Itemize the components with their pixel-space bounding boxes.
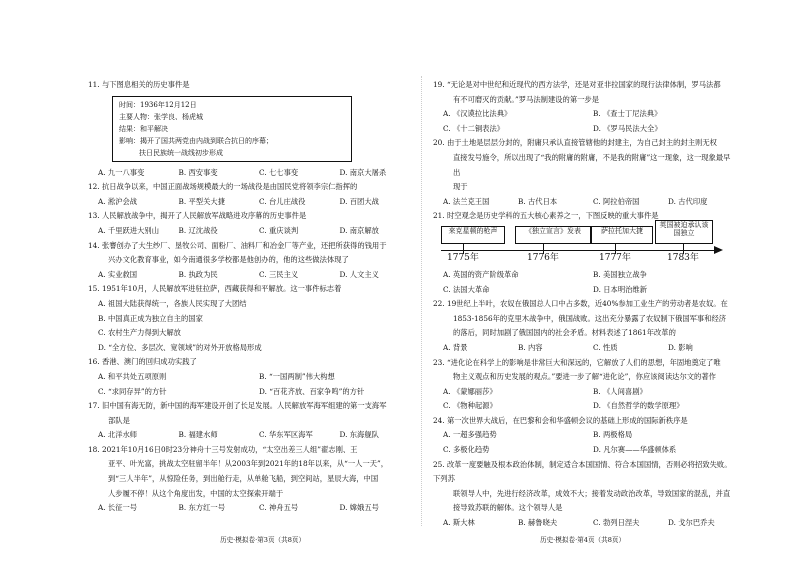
- option-a[interactable]: A. 法兰克王国: [443, 196, 490, 206]
- option-a[interactable]: A. 千里跃进大别山: [98, 225, 159, 235]
- options: [433, 516, 733, 531]
- question-stem: 张謇创办了大生纱厂、垦牧公司、面粉厂、油料厂和冶金厂等产业，还把所获得的钱用于: [101, 240, 387, 250]
- option-d[interactable]: D. 古代印度: [668, 196, 708, 206]
- question-number: 19.: [433, 80, 445, 89]
- question-24: [433, 414, 733, 458]
- options: [88, 224, 410, 239]
- info-line: 主要人物：张学良、杨虎城: [119, 112, 203, 121]
- option-c[interactable]: C. 农村生产力得到大解放: [98, 328, 181, 338]
- options: [88, 297, 410, 355]
- question-number: 25.: [433, 459, 445, 469]
- question-number: 14.: [88, 240, 100, 250]
- right-page: [433, 78, 733, 531]
- question-stem-cont: 的落后，同时加剧了俄国国内的社会矛盾。材料表述了1861年改革的: [453, 328, 676, 338]
- question-stem: 旧中国有海无防，新中国的海军建设开创了长足发展。人民解放军海军组建的第一支海军: [101, 401, 387, 411]
- option-d[interactable]: D. 《罗马民法大全》: [593, 123, 662, 133]
- page-footer-right: 历史·模拟卷·第4页（共8页）: [540, 536, 626, 544]
- option-c[interactable]: C. 《物种起源》: [443, 401, 497, 411]
- timeline-year: 1776年: [527, 252, 559, 263]
- option-d[interactable]: D. 嫦娥五号: [339, 503, 379, 513]
- option-b[interactable]: B. 两极格局: [593, 430, 633, 440]
- option-b[interactable]: B. 东方红一号: [178, 503, 225, 513]
- option-a[interactable]: A. 一超多强趋势: [443, 430, 497, 440]
- option-d[interactable]: D. “全方位、多层次、宽领域”的对外开放格局形成: [98, 342, 262, 352]
- question-stem: “无论是对中世纪和近现代的西方法学，还是对亚非拉国家的现行法律体制，罗马法都: [446, 80, 721, 89]
- question-20: [433, 136, 733, 209]
- option-c[interactable]: C. 台儿庄战役: [259, 196, 306, 206]
- info-line: 扶日民族统一战线初步形成: [139, 148, 223, 157]
- page-fold-divider: [421, 76, 423, 526]
- option-b[interactable]: B. 平型关大捷: [178, 196, 225, 206]
- option-d[interactable]: D. 人文主义: [339, 269, 379, 279]
- option-d[interactable]: D. 南京解放: [339, 225, 379, 235]
- question-17: [88, 399, 410, 443]
- option-d[interactable]: D. 戈尔巴乔夫: [668, 518, 715, 528]
- option-a[interactable]: A. 北洋水师: [98, 430, 138, 440]
- option-d[interactable]: D. 日本明治维新: [593, 284, 648, 294]
- question-21: [433, 209, 733, 297]
- option-d[interactable]: D. 南京大屠杀: [339, 167, 387, 177]
- question-13: [88, 209, 410, 238]
- question-stem-cont: 兴办文化教育事业，如今南通很多学校都是他创办的，他的这些做法体现了: [108, 255, 349, 265]
- options: [433, 195, 733, 210]
- option-b[interactable]: B. 赫鲁晓夫: [518, 518, 558, 528]
- timeline-event: 来克星顿的枪声: [441, 226, 505, 244]
- question-stem-cont: 到“三人半年”，从惊险任务，到出舱行走，从单舱飞船，到空间站，星辰大海，中国: [108, 474, 379, 484]
- option-b[interactable]: B. 辽沈战役: [178, 225, 218, 235]
- question-11: [88, 78, 410, 180]
- question-stem: 2021年10月16日0时23分神舟十三号发射成功，“太空出差三人组”翟志刚、王: [101, 444, 358, 454]
- question-19: [433, 78, 733, 136]
- option-a[interactable]: A. 九一八事变: [98, 167, 145, 177]
- option-c[interactable]: C. 三民主义: [259, 269, 299, 279]
- question-15: [88, 282, 410, 355]
- option-c[interactable]: C. 法国大革命: [443, 284, 490, 294]
- question-16: [88, 355, 410, 399]
- option-c[interactable]: C. 性质: [593, 342, 618, 352]
- timeline-year: 1783年: [667, 252, 699, 263]
- option-c[interactable]: C. 多极化趋势: [443, 445, 490, 455]
- options: [88, 268, 410, 283]
- option-d[interactable]: D. 《自然哲学的数学原理》: [593, 401, 684, 411]
- options: [433, 341, 733, 356]
- option-d[interactable]: D. 东海舰队: [339, 430, 379, 440]
- info-line: 时间：1936年12月12日: [119, 100, 197, 109]
- option-b[interactable]: B. 美国独立战争: [593, 269, 647, 279]
- question-12: [88, 180, 410, 209]
- question-stem-cont: 亚平、叶光富，挑战太空驻留半年！从2003年到2021年的18年以来，从“一人一天”，: [108, 459, 389, 469]
- question-stem-cont: 接导致苏联的解体。这个领导人是: [453, 503, 563, 513]
- question-stem-cont: 物主义观点和历史发展的观点。”要进一步了解“进化论”，你应该阅读达尔文的著作: [453, 372, 716, 382]
- option-c[interactable]: C. 勃列日涅夫: [593, 518, 640, 528]
- options: [88, 428, 410, 443]
- question-stem-cont: 直接发号施令，所以出现了“我的附庸的附庸，不是我的附庸”这一现象，这一现象最早出: [453, 152, 731, 177]
- options: [88, 166, 410, 181]
- option-c[interactable]: C. 华东军区海军: [259, 430, 313, 440]
- options: [88, 370, 410, 399]
- question-18: [88, 443, 410, 516]
- options: [433, 385, 733, 414]
- timeline-event: 英国被迫承认该国独立: [655, 220, 713, 244]
- option-a[interactable]: A. 祖国大陆获得统一，各族人民实现了大团结: [98, 298, 247, 308]
- options: [433, 428, 733, 457]
- timeline-event: 萨拉托加大捷: [591, 226, 653, 244]
- question-number: 16.: [88, 357, 100, 367]
- option-b[interactable]: B. “一国两制”伟大构想: [259, 371, 335, 381]
- option-d[interactable]: D. “百花齐放、百家争鸣”的方针: [259, 386, 365, 396]
- option-b[interactable]: B. 古代日本: [518, 196, 558, 206]
- timeline-arrow-icon: [714, 246, 723, 254]
- options: [88, 501, 410, 516]
- timeline-event: 《独立宣言》发表: [515, 226, 591, 244]
- question-14: [88, 239, 410, 283]
- option-c[interactable]: C. 七七事变: [259, 167, 299, 177]
- question-stem: 第一次世界大战后，在巴黎和会和华盛顿会议的基础上形成的国际新秩序是: [446, 415, 688, 425]
- option-a[interactable]: A. 背景: [443, 342, 468, 352]
- options: [433, 268, 733, 297]
- question-number: 17.: [88, 401, 100, 411]
- info-line: 结果：和平解决: [119, 124, 168, 133]
- option-b[interactable]: B. 《查士丁尼法典》: [593, 109, 662, 119]
- info-line: 影响：揭开了国共两党由内战到联合抗日的序幕；: [119, 136, 273, 145]
- question-number: 22.: [433, 299, 445, 309]
- option-d[interactable]: D. 百团大战: [339, 196, 379, 206]
- option-c[interactable]: C. 《十二铜表法》: [443, 123, 505, 133]
- option-d[interactable]: D. 影响: [668, 342, 693, 352]
- timeline-year: 1775年: [447, 252, 479, 263]
- question-25: [433, 458, 733, 531]
- options: [433, 107, 733, 136]
- info-box: [112, 96, 352, 162]
- timeline-year: 1777年: [599, 252, 631, 263]
- question-stem: 与下图息相关的历史事件是: [101, 80, 190, 89]
- option-a[interactable]: A. 淞沪会战: [98, 196, 138, 206]
- option-c[interactable]: C. 阿拉伯帝国: [593, 196, 640, 206]
- option-a[interactable]: A. 《蒙娜丽莎》: [443, 386, 497, 396]
- question-number: 15.: [88, 284, 100, 294]
- question-stem: 1951年10月，人民解放军进驻拉萨，西藏获得和平解放。这一事件标志着: [101, 284, 342, 294]
- question-stem-cont: 有不可磨灭的贡献。”罗马法制建设的第一步是: [453, 94, 600, 104]
- option-c[interactable]: C. 神舟五号: [259, 503, 299, 513]
- option-c[interactable]: C. 重庆谈判: [259, 225, 299, 235]
- option-a[interactable]: A. 斯大林: [443, 518, 475, 528]
- timeline-diagram: [441, 220, 723, 264]
- option-b[interactable]: B. 中国真正成为独立自主的国家: [98, 313, 203, 323]
- question-stem: “进化论在科学上的影响是非常巨大和深远的，它解放了人们的思想，年固地奠定了唯: [446, 357, 721, 367]
- question-stem-cont: 人步履不停！从这个角度出发，中国的太空探索开端于: [108, 488, 284, 498]
- option-a[interactable]: A. 《汉谟拉比法典》: [443, 109, 512, 119]
- option-c[interactable]: C. “求同存异”的方针: [98, 386, 167, 396]
- question-stem: 人民解放战争中，揭开了人民解放军战略进攻序幕的历史事件是: [101, 211, 307, 221]
- option-b[interactable]: B. 内容: [518, 342, 543, 352]
- option-a[interactable]: A. 长征一号: [98, 503, 138, 513]
- option-b[interactable]: B. 福建水师: [178, 430, 218, 440]
- option-a[interactable]: A. 实业救国: [98, 269, 138, 279]
- question-stem: 19世纪上半叶，农奴在俄国总人口中占多数，近40%参加工业生产的劳动者是农奴。在: [446, 299, 728, 309]
- option-b[interactable]: B. 西安事变: [178, 167, 218, 177]
- question-number: 18.: [88, 444, 100, 454]
- question-stem-cont: 现于: [453, 182, 468, 192]
- question-number: 20.: [433, 138, 445, 148]
- question-number: 11.: [88, 80, 100, 89]
- question-22: [433, 297, 733, 355]
- question-stem: 抗日战争以来，中国正面战场规模最大的一场战役是由国民党将领李宗仁指挥的: [101, 182, 358, 192]
- question-number: 21.: [433, 211, 445, 221]
- question-stem-cont: 联领导人中，先进行经济改革，成效不大；接着发动政治改革，导致国家的混乱，并直: [453, 488, 731, 498]
- page-footer-left: 历史·模拟卷·第3页（共8页）: [220, 536, 306, 544]
- question-number: 12.: [88, 182, 100, 192]
- left-page: [88, 78, 410, 516]
- question-number: 24.: [433, 415, 445, 425]
- options: [88, 195, 410, 210]
- question-number: 23.: [433, 357, 445, 367]
- question-stem: 香港、澳门的回归成功实践了: [101, 357, 197, 367]
- question-stem-cont: 部队是: [108, 415, 130, 425]
- timeline-axis: [441, 250, 715, 251]
- option-b[interactable]: B. 《人间喜剧》: [593, 386, 647, 396]
- option-d[interactable]: D. 凡尔赛——华盛顿体系: [593, 445, 677, 455]
- question-stem: 时空观念是历史学科的五大核心素养之一，下图反映的重大事件是: [446, 211, 659, 221]
- question-number: 13.: [88, 211, 100, 221]
- question-23: [433, 356, 733, 414]
- question-stem-cont: 1853-1856年的克里木战争中，俄国战败。这出充分暴露了农奴制下俄国军事和经济: [453, 313, 727, 323]
- option-b[interactable]: B. 执政为民: [178, 269, 218, 279]
- question-stem: 由于土地是层层分封的，附庸只承认直接管辖他的封建主，为自己封主的封主则无权: [446, 138, 717, 148]
- option-a[interactable]: A. 英国的资产阶级革命: [443, 269, 519, 279]
- question-stem: 改革一度要触及根本政治体制，制定适合本国国情、符合本国国情，否则必将招致失败。下列苏: [433, 459, 732, 484]
- option-a[interactable]: A. 和平共处五项原则: [98, 371, 167, 381]
